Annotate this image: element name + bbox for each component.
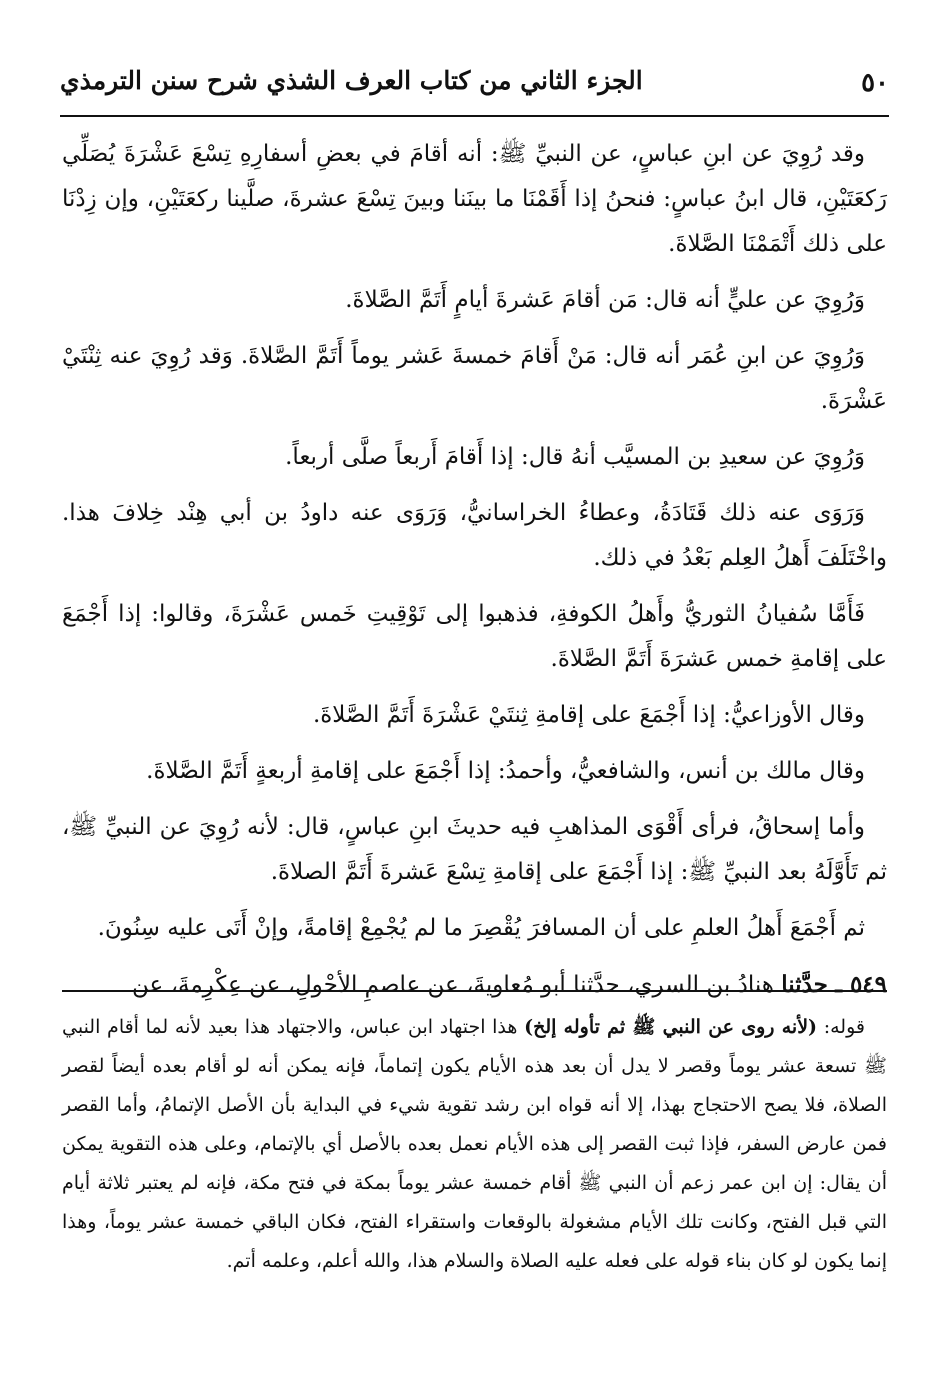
paragraph: وَرُوِيَ عن سعيدِ بن المسيَّب أنهُ قال: إذا أَقامَ أَربعاً صلَّى أربعاً. bbox=[285, 444, 865, 470]
paragraph: فَأَمَّا سُفيانُ الثوريُّ وأَهلُ الكوفةِ، فذهبوا إلى تَوْقِيتِ خَمس عَشْرَةَ، وقالوا: إذا أَجْمَعَ على إقامةِ خمس عَشرَةَ أَتَمَّ الصَّلاةَ. bbox=[62, 601, 887, 672]
paragraph: وأما إسحاقُ، فرأى أَقْوَى المذاهبِ فيه حديثَ ابنِ عباسٍ، قال: لأنه رُوِيَ عن النبيِّ ﷺ، ثم تَأَوَّلَهُ بعد النبيِّ ﷺ: إذا أَجْمَعَ على إقامةِ تِسْعَ عَشرةَ أَتَمَّ الصلاةَ. bbox=[62, 814, 887, 885]
page-number: ٥٠ bbox=[861, 68, 889, 98]
header-rule bbox=[60, 115, 889, 117]
hadith-text: هنادُ بن السري، حدَّثنا أبو مُعاويةَ، عن عاصمِ الأحْولِ، عن عِكْرِمةَ، عن bbox=[132, 972, 774, 998]
footnote-quote: (لأنه روى عن النبي ﷺ ثم تأوله إلخ) bbox=[524, 1016, 818, 1038]
page-header bbox=[60, 62, 889, 112]
running-title: الجزء الثاني من كتاب العرف الشذي شرح سنن الترمذي bbox=[60, 66, 643, 95]
paragraph: ثم أَجْمَعَ أَهلُ العلمِ على أن المسافرَ يُقْصِرَ ما لم يُجْمِعْ إقامةً، وإنْ أَتَى عليه سِنُونَ. bbox=[97, 915, 865, 941]
footnote-text: هذا اجتهاد ابن عباس، والاجتهاد هذا بعيد لأنه لما أقام النبي ﷺ تسعة عشر يوماً وقصر لا يدل أن بعد هذه الأيام يكون إتماماً، فإنه يمكن أنه لو أقام بعده أيضاً لقصر الصلاة، فلا يصح الاحتجاج بهذا، إلا أنه قواه ابن رشد تقوية شيء في البداية بأن الأصل الإتمامُ، وأما القصر فمن عارض السفر، فإذا ثبت القصر إلى هذه الأيام نعمل بعده بالأصل أي بالإتمام، وعلى هذه التقوية يمكن أن يقال: إن ابن عمر زعم أن النبي ﷺ أقام خمسة عشر يوماً بمكة في فتح مكة، فإنه لم يعتبر ثلاثة أيام التي قبل الفتح، وكانت تلك الأيام مشغولة بالوقعات واستقراء الفتح، فكان الباقي خمسة عشر يوماً، وهذا إنما يكون لو كان بناء قوله على فعله عليه الصلاة والسلام هذا، والله أعلم، وعلمه أتم. bbox=[62, 1016, 887, 1272]
footnote-paragraph bbox=[62, 1008, 887, 1281]
hadith-haddathana: حدَّثنا bbox=[781, 971, 828, 998]
paragraph: وَرَوَى عنه ذلك قَتَادَةُ، وعطاءُ الخراسانيُّ، وَرَوَى عنه داودُ بن أبي هِنْد خِلافَ هذا. واخْتَلَفَ أَهلُ العِلم بَعْدُ في ذلك. bbox=[62, 500, 887, 571]
footnote-intro: قوله: bbox=[823, 1016, 865, 1038]
hadith-number: ٥٤٩ ـ bbox=[835, 971, 887, 998]
paragraph: وقد رُوِيَ عن ابنِ عباسٍ، عن النبيِّ ﷺ: أنه أقامَ في بعضِ أسفارِهِ تِسْعَ عَشْرَةَ يُصَلِّي رَكعَتَيْنِ، قال ابنُ عباسٍ: فنحنُ إذا أَقَمْنَا ما بينَنا وبينَ تِسْعَ عشرةَ، صلَّينا ركعَتَيْنِ، وإن زِدْنَا على ذلك أَتْمَمْنَا الصَّلاةَ. bbox=[62, 141, 887, 257]
paragraph: وَرُوِيَ عن عليٍّ أنه قال: مَن أقامَ عَشرةَ أيامٍ أَتَمَّ الصَّلاةَ. bbox=[345, 287, 865, 313]
paragraph: وَرُوِيَ عن ابنِ عُمَر أنه قال: مَنْ أَقامَ خمسةَ عَشر يوماً أَتَمَّ الصَّلاةَ. وَقد رُوِيَ عنه ثِنْتَيْ عَشْرَةَ. bbox=[62, 343, 887, 414]
footnote-rule bbox=[62, 990, 887, 992]
hadith-paragraph bbox=[62, 962, 887, 1008]
paragraph: وقال مالك بن أنس، والشافعيُّ، وأحمدُ: إذا أَجْمَعَ على إقامةِ أربعةٍ أَتَمَّ الصَّلاةَ. bbox=[146, 758, 865, 784]
main-text bbox=[62, 132, 887, 1019]
paragraph: وقال الأوزاعيُّ: إذا أَجْمَعَ على إقامةِ ثِنتَيْ عَشْرَةَ أَتَمَّ الصَّلاةَ. bbox=[312, 702, 865, 728]
footnotes bbox=[62, 1008, 887, 1281]
